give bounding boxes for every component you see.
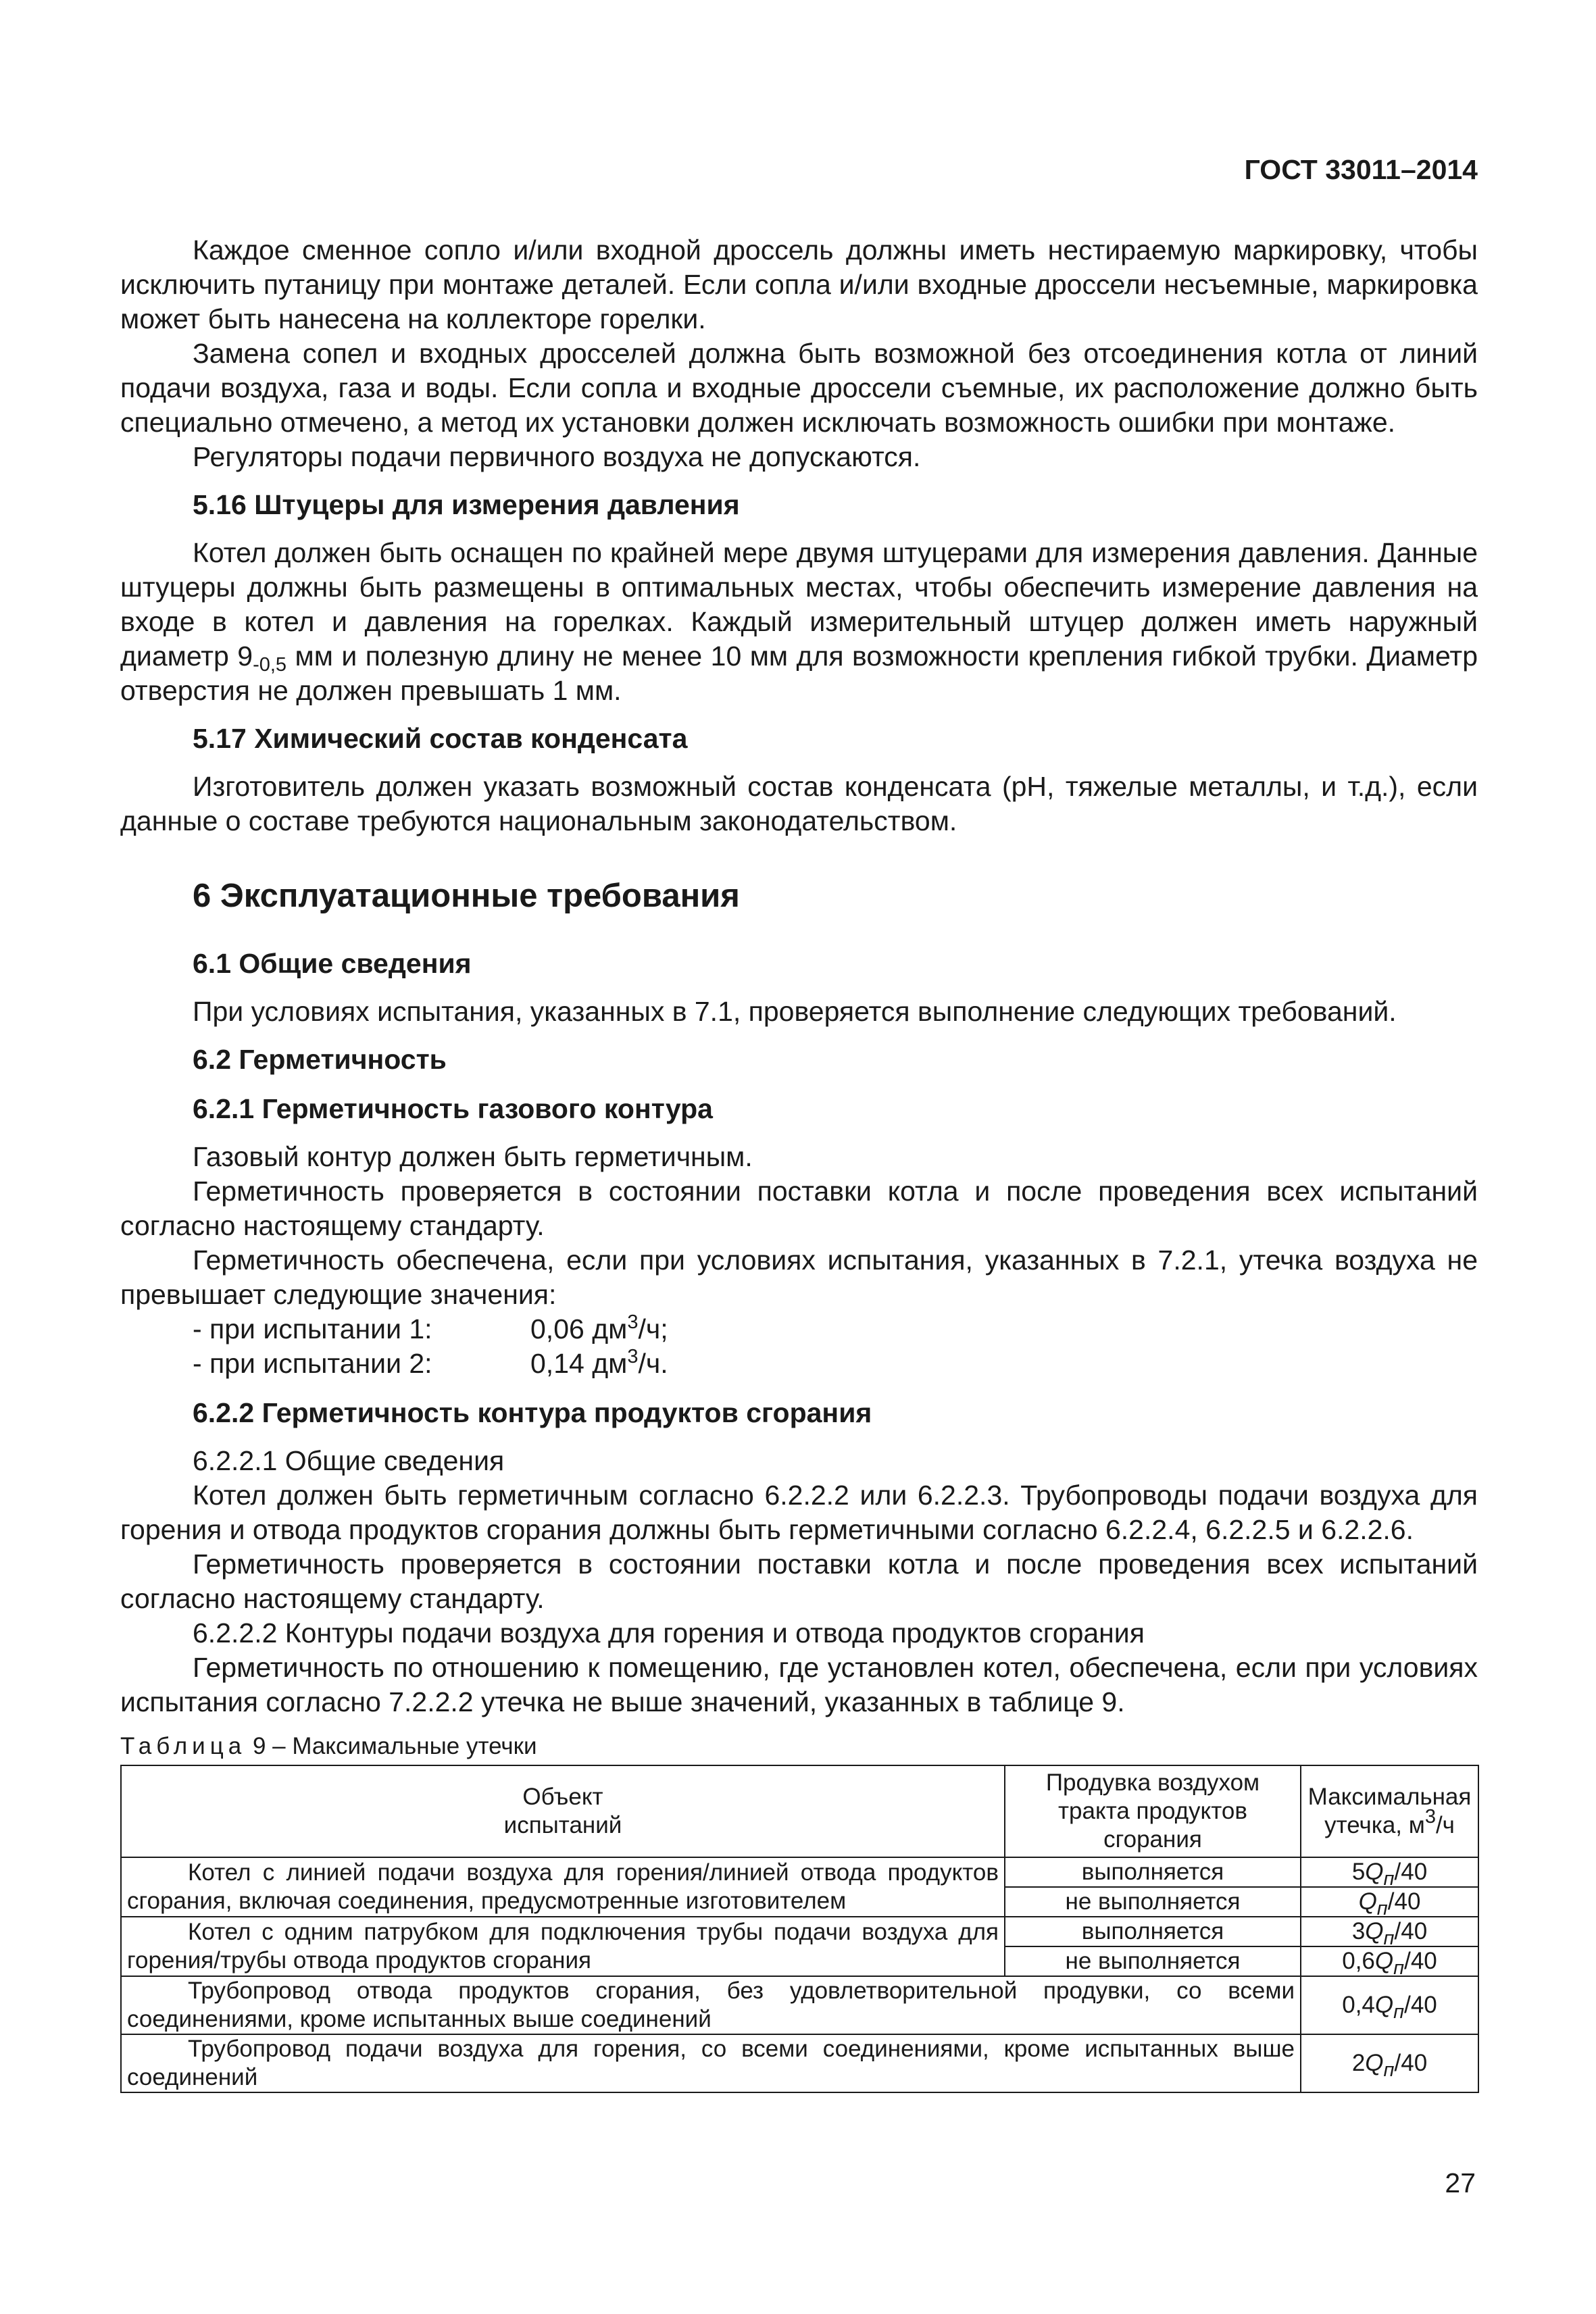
section-6-2-1-text: Герметичность проверяется в состоянии поставки котла и после проведения всех испытаний согласно настоящему стандарту. [120, 1176, 1478, 1241]
leak-cell [1301, 2034, 1478, 2092]
leak-cell [1301, 1946, 1478, 1979]
coef: 5 [1351, 1859, 1366, 1885]
object-cell: Трубопровод подачи воздуха для горения, со всеми соединениями, кроме испытанных выше соединений [121, 2034, 1301, 2092]
section-6-1-title: 6.1 Общие сведения [193, 948, 472, 979]
leak-cell [1301, 1857, 1478, 1890]
q-subscript: п [1383, 2059, 1395, 2081]
section-5-16-text [120, 536, 1478, 708]
doc-code-header: ГОСТ 33011–2014 [1244, 154, 1478, 185]
section-5-17-title: 5.17 Химический состав конденсата [193, 723, 688, 754]
body-text [120, 233, 1478, 1719]
section-6-2-title: 6.2 Герметичность [193, 1044, 447, 1075]
table-caption [120, 1733, 537, 1760]
divisor: /40 [1394, 2050, 1428, 2076]
page-number: 27 [1445, 2167, 1476, 2198]
q-subscript: п [1376, 1898, 1388, 1919]
object-cell: Котел с одним патрубком для подключения трубы подачи воздуха для горения/трубы отвода продуктов сгорания [121, 1917, 1005, 1976]
section-6-2-1-title: 6.2.1 Герметичность газового контура [193, 1093, 713, 1124]
purge-cell: выполняется [1005, 1917, 1301, 1946]
table-row [121, 1917, 1478, 1946]
header-line: Продувка воздухом [1045, 1769, 1260, 1796]
purge-cell: не выполняется [1005, 1946, 1301, 1976]
purge-cell: не выполняется [1005, 1887, 1301, 1917]
coef: 0,4 [1342, 1992, 1375, 2018]
section-6-1-text: При условиях испытания, указанных в 7.1, проверяется выполнение следующих требований. [193, 996, 1397, 1027]
exponent: 3 [1424, 1806, 1436, 1828]
section-6-2-2-title: 6.2.2 Герметичность контура продуктов сгорания [193, 1397, 872, 1428]
q-symbol: Q [1358, 1888, 1377, 1915]
section-6-2-2-text: Котел должен быть герметичным согласно 6.2.2.2 или 6.2.2.3. Трубопроводы подачи воздуха для горения и отвода продуктов сгорания должны быть герметичными согласно 6.2.2.4, 6.2.2.5 и 6.2.2.6. [120, 1480, 1478, 1545]
section-6-2-1-text: Герметичность обеспечена, если при условиях испытания, указанных в 7.2.1, утечка воздуха не превышает следующие значения: [120, 1244, 1478, 1310]
leak-limit-item [120, 1312, 1478, 1347]
q-symbol: Q [1374, 1948, 1394, 1974]
header-line: тракта продуктов сгорания [1058, 1798, 1247, 1853]
exponent: 3 [627, 1346, 639, 1367]
q-subscript: п [1383, 1868, 1395, 1890]
section-6-2-2-text: Герметичность проверяется в состоянии поставки котла и после проведения всех испытаний согласно настоящему стандарту. [120, 1549, 1478, 1614]
caption-label: Таблица [120, 1733, 247, 1759]
q-symbol: Q [1365, 1859, 1384, 1885]
text-part: мм и полезную длину не менее 10 мм для возможности крепления гибкой трубки. Диаметр отверстия не должен превышать 1 мм. [120, 640, 1478, 706]
tolerance-subscript: -0,5 [253, 654, 287, 676]
intro-paragraph: Замена сопел и входных дросселей должна быть возможной без отсоединения котла от линий подачи воздуха, газа и воды. Если сопла и входные дроссели съемные, их расположение должно быть специально отмечено, а метод их установки должен исключать возможность ошибки при монтаже. [120, 338, 1478, 438]
section-5-16-title: 5.16 Штуцеры для измерения давления [193, 489, 740, 520]
q-subscript: п [1393, 2001, 1405, 2023]
section-5-17-text: Изготовитель должен указать возможный состав конденсата (pH, тяжелые металлы, и т.д.), если данные о составе требуются национальным законодательством. [120, 771, 1478, 836]
section-6-title: 6 Эксплуатационные требования [193, 878, 740, 914]
section-6-2-1-text: Газовый контур должен быть герметичным. [193, 1141, 753, 1172]
purge-cell: выполняется [1005, 1857, 1301, 1887]
divisor: /40 [1394, 1859, 1428, 1885]
value: 0,06 дм [530, 1313, 628, 1344]
unit: /ч; [638, 1313, 668, 1344]
unit: /ч. [638, 1348, 668, 1379]
q-symbol: Q [1365, 2050, 1384, 2076]
q-symbol: Q [1365, 1918, 1384, 1944]
header-line: испытаний [503, 1812, 622, 1838]
leak-limit-label: - при испытании 1: [193, 1313, 432, 1344]
header-purge [1005, 1765, 1301, 1857]
divisor: /40 [1394, 1918, 1428, 1944]
q-symbol: Q [1374, 1992, 1394, 2018]
header-max-leak [1301, 1765, 1478, 1857]
text-part: Котел должен быть оснащен по крайней мере двумя штуцерами для измерения давления. Данные штуцеры должны быть размещены в оптимальных местах, чтобы обеспечить измерение давления на входе в котел и давления на горелках. Каждый измерительный штуцер должен иметь наружный диаметр 9 [120, 537, 1478, 672]
leak-limit-value [530, 1347, 668, 1381]
caption-text: 9 – Максимальные утечки [246, 1733, 537, 1759]
header-line: утечка, м [1324, 1812, 1425, 1838]
q-subscript: п [1393, 1957, 1405, 1979]
intro-paragraph: Регуляторы подачи первичного воздуха не допускаются. [193, 441, 921, 472]
max-leakage-table [120, 1765, 1479, 2093]
divisor: /40 [1404, 1992, 1437, 2018]
header-line: Объект [522, 1784, 603, 1810]
intro-paragraph: Каждое сменное сопло и/или входной дроссель должны иметь нестираемую маркировку, чтобы исключить путаницу при монтаже деталей. Если сопла и/или входные дроссели несъемные, маркировка может быть нанесена на коллекторе горелки. [120, 234, 1478, 334]
coef: 2 [1351, 2050, 1366, 2076]
subsection-title: 6.2.2.2 Контуры подачи воздуха для горения и отвода продуктов сгорания [193, 1617, 1145, 1649]
leak-cell [1301, 1887, 1478, 1917]
table-row [121, 1976, 1478, 2034]
section-6-2-2-text: Герметичность по отношению к помещению, где установлен котел, обеспечена, если при условиях испытания согласно 7.2.2.2 утечка не выше значений, указанных в таблице 9. [120, 1652, 1478, 1717]
coef: 3 [1351, 1918, 1366, 1944]
leak-limit-value [530, 1312, 668, 1347]
table-row [121, 2034, 1478, 2092]
leak-limit-item [120, 1347, 1478, 1381]
leak-cell [1301, 1917, 1478, 1949]
table-header-row [121, 1765, 1478, 1857]
header-object [121, 1765, 1005, 1857]
header-line: Максимальная [1307, 1784, 1472, 1810]
object-cell: Трубопровод отвода продуктов сгорания, без удовлетворительной продувки, со всеми соединениями, кроме испытанных выше соединений [121, 1976, 1301, 2034]
value: 0,14 дм [530, 1348, 628, 1379]
q-subscript: п [1383, 1928, 1395, 1949]
divisor: /40 [1404, 1948, 1437, 1974]
subsection-title: 6.2.2.1 Общие сведения [193, 1445, 505, 1476]
object-cell: Котел с линией подачи воздуха для горения/линией отвода продуктов сгорания, включая соединения, предусмотренные изготовителем [121, 1857, 1005, 1917]
table-row [121, 1857, 1478, 1887]
divisor: /40 [1387, 1888, 1421, 1915]
leak-limit-label: - при испытании 2: [193, 1348, 432, 1379]
leak-cell [1301, 1976, 1478, 2034]
exponent: 3 [627, 1311, 639, 1333]
coef: 0,6 [1342, 1948, 1375, 1974]
header-line: /ч [1435, 1812, 1455, 1838]
